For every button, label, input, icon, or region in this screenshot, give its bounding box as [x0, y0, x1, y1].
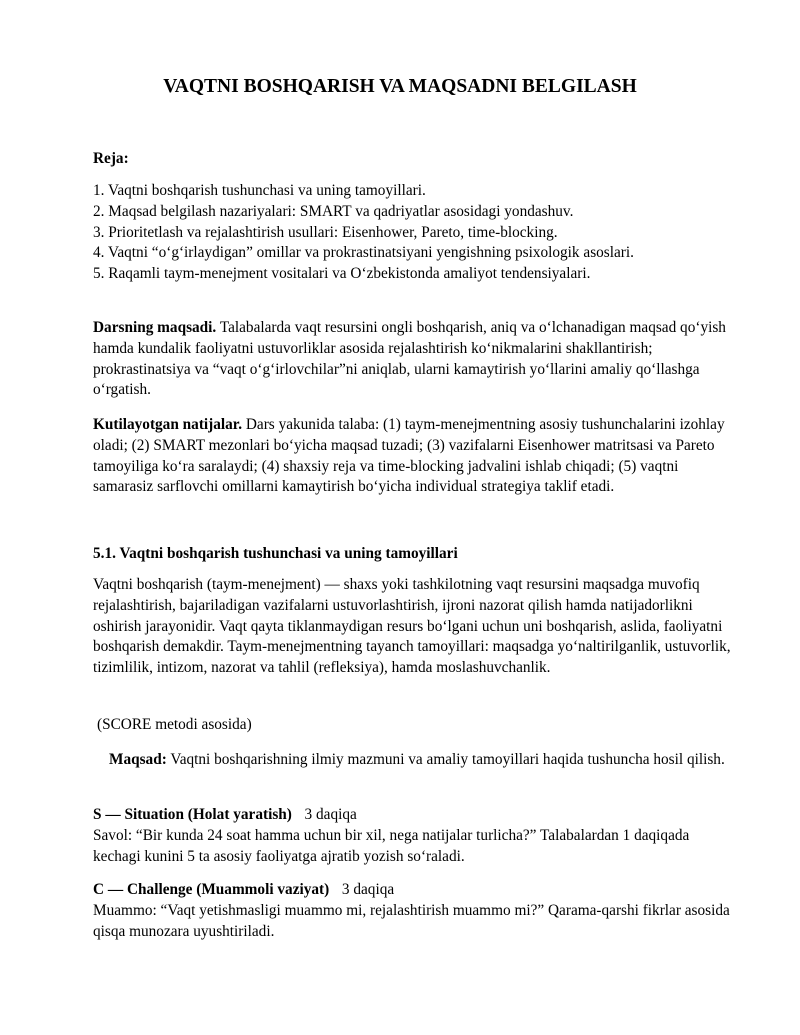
plan-item: 2. Maqsad belgilash nazariyalari: SMART va qadriyatlar asosidagi yondashuv.: [93, 202, 574, 220]
challenge-text: Muammo: “Vaqt yetishmasligi muammo mi, rejalashtirish muammo mi?” Qarama-qarshi fikrlar asosida qisqa munozara uyushtiriladi.: [93, 901, 730, 940]
plan-item: 1. Vaqtni boshqarish tushunchasi va uning tamoyillari.: [93, 182, 426, 199]
expected-results-paragraph: [93, 415, 733, 498]
objective-label: Maqsad:: [109, 751, 167, 768]
challenge-duration: 3 daqiqa: [341, 881, 395, 898]
document-title: VAQTNI BOSHQARISH VA MAQSADNI BELGILASH: [163, 76, 637, 97]
situation-text: Savol: “Bir kunda 24 soat hamma uchun bir xil, nega natijalar turlicha?” Talabalardan 1 daqiqada kechagi kunini 5 ta asosiy faoliyatga ajratib yozish so‘raladi.: [93, 826, 690, 865]
section-heading: 5.1. Vaqtni boshqarish tushunchasi va uning tamoyillari: [93, 545, 458, 562]
lesson-goal-text: Talabalarda vaqt resursini ongli boshqarish, aniq va o‘lchanadigan maqsad qo‘yish hamda kundalik faoliyatni ustuvorliklar asosida rejalashtirish ko‘nikmalarini shakllantirish; prokrastinatsiya va “vaqt o‘g‘irlovchilar”ni aniqlab, ularni kamaytirish yo‘llarini amaliy qo‘llashga o‘rgatish.: [93, 319, 726, 399]
plan-list: [93, 181, 733, 285]
plan-label-text: Reja:: [93, 150, 129, 167]
objective-text: Vaqtni boshqarishning ilmiy mazmuni va amaliy tamoyillari haqida tushuncha hosil qilish.: [166, 751, 725, 768]
challenge-heading: C — Challenge (Muammoli vaziyat): [93, 881, 330, 898]
plan-item: 5. Raqamli taym-menejment vositalari va O‘zbekistonda amaliyot tendensiyalari.: [93, 265, 591, 283]
objective-paragraph: [93, 750, 733, 771]
situation-duration: 3 daqiqa: [304, 806, 357, 823]
section-paragraph: Vaqtni boshqarish (taym-menejment) — shaxs yoki tashkilotning vaqt resursini maqsadga muvofiq rejalashtirish, bajariladigan vazifalarni ustuvorlashtirish, ijroni nazorat qilish hamda natijadorlikni oshirish jarayonidir. Vaqt qayta tiklanmaydigan resurs bo‘lgani uchun uni boshqarish, aslida, faoliyatni boshqarish demakdir. Taym-menejmentning tayanch tamoyillari: maqsadga yo‘naltirilganlik, ustuvorlik, tizimlilik, intizom, nazorat va tahlil (refleksiya), hamda moslashuvchanlik.: [93, 576, 731, 677]
situation-block: [93, 805, 733, 867]
situation-heading: S — Situation (Holat yaratish): [93, 806, 292, 823]
lesson-goal-label: Darsning maqsadi.: [93, 319, 217, 336]
expected-results-label: Kutilayotgan natijalar.: [93, 416, 243, 433]
plan-item: 4. Vaqtni “o‘g‘irlaydigan” omillar va prokrastinatsiyani yengishning psixologik asoslari.: [93, 244, 634, 262]
plan-label: [93, 149, 733, 170]
challenge-block: [93, 880, 733, 942]
method-note: (SCORE metodi asosida): [97, 716, 252, 733]
plan-item: 3. Prioritetlash va rejalashtirish usullari: Eisenhower, Pareto, time-blocking.: [93, 223, 558, 241]
expected-results-text: Dars yakunida talaba: (1) taym-menejmentning asosiy tushunchalarini izohlay oladi; (2) SMART mezonlari bo‘yicha maqsad tuzadi; (3) vazifalarni Eisenhower matritsasi va Pareto tamoyiliga ko‘ra saralaydi; (4) shaxsiy reja va time-blocking jadvalini ishlab chiqadi; (5) vaqtni samarasiz sarflovchi omillarni kamaytirish bo‘yicha individual strategiya taklif etadi.: [93, 416, 725, 496]
lesson-goal-paragraph: [93, 318, 733, 401]
